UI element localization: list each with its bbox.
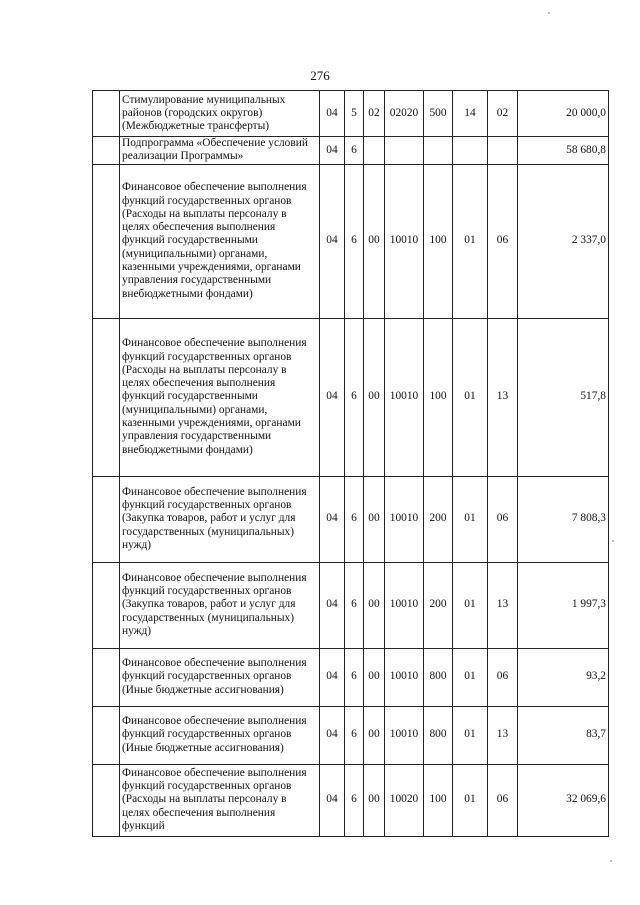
row-amount: 7 808,3 (518, 476, 609, 562)
row-code-c6: 01 (453, 562, 488, 648)
row-code-c1: 04 (320, 476, 345, 562)
row-code-c7: 06 (488, 648, 518, 706)
row-amount: 93,2 (518, 648, 609, 706)
row-code-c4: 10020 (385, 764, 424, 836)
row-code-c2: 6 (345, 137, 364, 165)
table-row (93, 706, 609, 764)
row-code-c1: 04 (320, 648, 345, 706)
row-code-c5 (424, 137, 453, 165)
table-row (93, 562, 609, 648)
row-code-c4: 10010 (385, 318, 424, 476)
row-code-c1: 04 (320, 164, 345, 318)
table-row (93, 164, 609, 318)
row-code-c3: 00 (364, 706, 385, 764)
row-code-c3 (364, 137, 385, 165)
table-row (93, 91, 609, 137)
row-description: Подпрограмма «Обеспечение условий реализации Программы» (120, 137, 320, 165)
row-code-c7: 13 (488, 562, 518, 648)
row-code-c3: 00 (364, 318, 385, 476)
row-description: Финансовое обеспечение выполнения функций государственных органов (Расходы на выплаты персоналу в целях обеспечения выполнения функций (120, 764, 320, 836)
row-code-c2: 5 (345, 91, 364, 137)
row-code-c6 (453, 137, 488, 165)
row-code-c4: 10010 (385, 562, 424, 648)
table-row (93, 137, 609, 165)
row-code-c6: 01 (453, 318, 488, 476)
row-code-c5: 800 (424, 648, 453, 706)
row-code-c7: 06 (488, 764, 518, 836)
row-code-c2: 6 (345, 318, 364, 476)
row-code-c7: 13 (488, 318, 518, 476)
row-code-c6: 01 (453, 476, 488, 562)
row-code-c3: 00 (364, 764, 385, 836)
row-description: Стимулирование муниципальных районов (городских округов) (Межбюджетные трансферты) (120, 91, 320, 137)
row-code-c1: 04 (320, 764, 345, 836)
row-blank-cell (93, 706, 120, 764)
row-description: Финансовое обеспечение выполнения функций государственных органов (Расходы на выплаты персоналу в целях обеспечения выполнения функций государственными (муниципальными) органами, казенными учреждениями, органами управления государственными внебюджетными фондами) (120, 318, 320, 476)
row-code-c6: 01 (453, 706, 488, 764)
row-code-c4: 10010 (385, 164, 424, 318)
budget-table (92, 90, 609, 837)
row-description: Финансовое обеспечение выполнения функций государственных органов (Иные бюджетные ассигнования) (120, 706, 320, 764)
row-description: Финансовое обеспечение выполнения функций государственных органов (Иные бюджетные ассигнования) (120, 648, 320, 706)
row-code-c5: 200 (424, 562, 453, 648)
row-code-c7 (488, 137, 518, 165)
row-amount: 32 069,6 (518, 764, 609, 836)
row-code-c1: 04 (320, 137, 345, 165)
row-code-c3: 00 (364, 164, 385, 318)
row-amount: 58 680,8 (518, 137, 609, 165)
row-blank-cell (93, 137, 120, 165)
row-blank-cell (93, 164, 120, 318)
row-code-c2: 6 (345, 562, 364, 648)
row-code-c3: 00 (364, 562, 385, 648)
row-blank-cell (93, 562, 120, 648)
row-code-c3: 00 (364, 476, 385, 562)
row-code-c5: 200 (424, 476, 453, 562)
row-description: Финансовое обеспечение выполнения функций государственных органов (Закупка товаров, работ и услуг для государственных (муниципальных) нужд) (120, 476, 320, 562)
table-row (93, 318, 609, 476)
row-code-c7: 13 (488, 706, 518, 764)
row-code-c6: 14 (453, 91, 488, 137)
row-code-c4: 10010 (385, 476, 424, 562)
scan-speck (610, 860, 612, 862)
row-code-c5: 800 (424, 706, 453, 764)
scan-speck (612, 540, 614, 542)
row-code-c3: 02 (364, 91, 385, 137)
row-blank-cell (93, 318, 120, 476)
row-code-c6: 01 (453, 164, 488, 318)
row-code-c6: 01 (453, 648, 488, 706)
row-code-c7: 02 (488, 91, 518, 137)
row-blank-cell (93, 476, 120, 562)
row-code-c2: 6 (345, 648, 364, 706)
row-code-c4: 02020 (385, 91, 424, 137)
page-number: 276 (310, 68, 330, 83)
row-code-c5: 100 (424, 764, 453, 836)
row-code-c1: 04 (320, 318, 345, 476)
table-row (93, 764, 609, 836)
row-amount: 83,7 (518, 706, 609, 764)
row-code-c5: 100 (424, 318, 453, 476)
row-code-c7: 06 (488, 476, 518, 562)
row-amount: 2 337,0 (518, 164, 609, 318)
row-code-c1: 04 (320, 706, 345, 764)
row-code-c7: 06 (488, 164, 518, 318)
scan-speck (548, 12, 550, 14)
row-description: Финансовое обеспечение выполнения функций государственных органов (Расходы на выплаты персоналу в целях обеспечения выполнения функций государственными (муниципальными) органами, казенными учреждениями, органами управления государственными внебюджетными фондами) (120, 164, 320, 318)
row-code-c3: 00 (364, 648, 385, 706)
row-code-c2: 6 (345, 764, 364, 836)
row-code-c4: 10010 (385, 648, 424, 706)
row-blank-cell (93, 648, 120, 706)
table-row (93, 648, 609, 706)
row-blank-cell (93, 91, 120, 137)
row-code-c2: 6 (345, 476, 364, 562)
row-code-c2: 6 (345, 164, 364, 318)
row-code-c2: 6 (345, 706, 364, 764)
row-code-c6: 01 (453, 764, 488, 836)
row-amount: 517,8 (518, 318, 609, 476)
row-amount: 1 997,3 (518, 562, 609, 648)
row-code-c5: 100 (424, 164, 453, 318)
table-row (93, 476, 609, 562)
row-code-c4 (385, 137, 424, 165)
row-code-c1: 04 (320, 562, 345, 648)
row-amount: 20 000,0 (518, 91, 609, 137)
row-blank-cell (93, 764, 120, 836)
table-body (93, 91, 609, 837)
row-code-c4: 10010 (385, 706, 424, 764)
row-code-c5: 500 (424, 91, 453, 137)
row-description: Финансовое обеспечение выполнения функций государственных органов (Закупка товаров, работ и услуг для государственных (муниципальных) нужд) (120, 562, 320, 648)
row-code-c1: 04 (320, 91, 345, 137)
